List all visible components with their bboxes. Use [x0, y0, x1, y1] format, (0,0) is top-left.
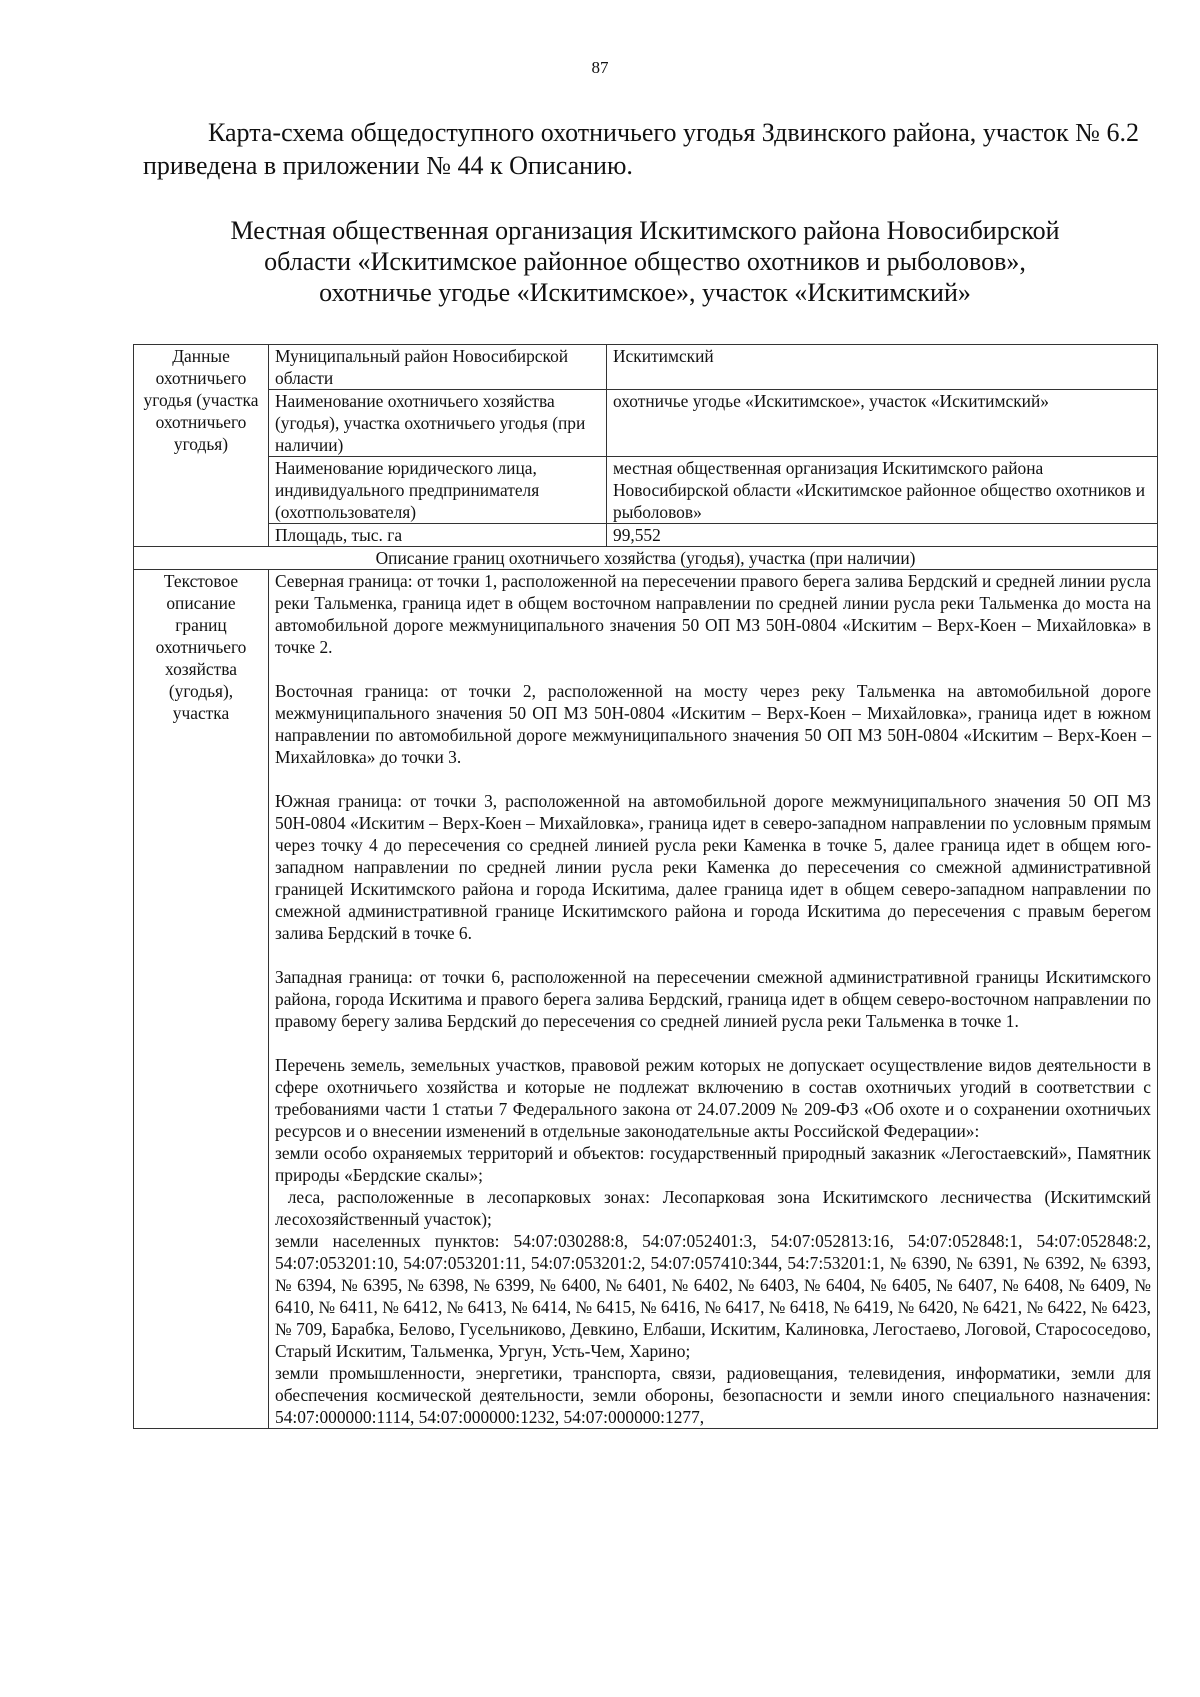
field-value: охотничье угодье «Искитимское», участок «Искитимский»: [607, 390, 1158, 457]
intro-paragraph: Карта-схема общедоступного охотничьего угодья Здвинского района, участок № 6.2 приведена в приложении № 44 к Описанию.: [143, 118, 1139, 180]
protected-lands-text: земли особо охраняемых территорий и объектов: государственный природный заказник «Легостаевский», Памятник природы «Бердские скалы»;: [275, 1143, 1151, 1185]
east-boundary-text: Восточная граница: от точки 2, расположенной на мосту через реку Тальменка на автомобильной дороге межмуниципального значения 50 ОП МЗ 50Н-0804 «Искитим – Верх-Коен – Михайловка», граница идет в южном направлении по автомобильной дороге межмуниципального значения 50 ОП МЗ 50Н-0804 «Искитим – Верх-Коен – Михайловка» до точки 3.: [275, 681, 1151, 767]
table-row: [134, 457, 1158, 524]
table-row: [134, 570, 1158, 1429]
table-row: [134, 345, 1158, 390]
field-value: местная общественная организация Искитимского района Новосибирской области «Искитимское районное общество охотников и рыболовов»: [607, 457, 1158, 524]
field-label: Наименование охотничьего хозяйства (угодья), участка охотничьего угодья (при наличии): [269, 390, 607, 457]
forest-park-text: леса, расположенные в лесопарковых зонах: Лесопарковая зона Искитимского лесничества (Искитимский лесохозяйственный участок);: [275, 1187, 1156, 1229]
west-boundary-text: Западная граница: от точки 6, расположенной на пересечении смежной административной границы Искитимского района, города Искитима и правого берега залива Бердский, граница идет в общем северо-восточном направлении по правому берегу залива Бердский до пересечения со средней линией русла реки Тальменка в точке 1.: [275, 967, 1151, 1031]
field-label: Наименование юридического лица, индивидуального предпринимателя (охотпользователя): [269, 457, 607, 524]
section-label-data: Данные охотничьего угодья (участка охотничьего угодья): [134, 345, 269, 547]
table-row: [134, 524, 1158, 547]
section-label-description: Текстовое описание границ охотничьего хозяйства (угодья), участка: [134, 570, 269, 1429]
boundary-description: [269, 570, 1158, 1429]
heading-line-2: области «Искитимское районное общество охотников и рыболовов»,: [264, 247, 1026, 276]
field-label: Муниципальный район Новосибирской области: [269, 345, 607, 390]
north-boundary-text: Северная граница: от точки 1, расположенной на пересечении правого берега залива Бердский и средней линии русла реки Тальменка, граница идет в общем восточном направлении по средней линии русла реки Тальменка до моста на автомобильной дороге межмуниципального значения 50 ОП МЗ 50Н-0804 «Искитим – Верх-Коен – Михайловка» в точке 2.: [275, 571, 1151, 657]
south-boundary-text: Южная граница: от точки 3, расположенной на автомобильной дороге межмуниципального значения 50 ОП МЗ 50Н-0804 «Искитим – Верх-Коен – Михайловка», граница идет в северо-западном направлении по условным прямым через точку 4 до пересечения со средней линией русла реки Каменка в точке 5, далее граница идет в общем юго-западном направлении по средней линии русла реки Каменка до пересечения со смежной административной границей Искитимского района и города Искитима, далее граница идет в общем северо-западном направлении по смежной административной границе Искитимского района и города Искитима до пересечения с правым берегом залива Бердский в точке 6.: [275, 791, 1151, 943]
hunting-ground-table: [133, 344, 1158, 1429]
heading-line-3: охотничье угодье «Искитимское», участок «Искитимский»: [319, 278, 971, 307]
industrial-lands-text: земли промышленности, энергетики, транспорта, связи, радиовещания, телевидения, информатики, земли для обеспечения космической деятельности, земли обороны, безопасности и земли иного специального назначения: 54:07:000000:1114, 54:07:000000:1232, 54:07:000000:1277,: [275, 1363, 1151, 1427]
boundaries-caption: Описание границ охотничьего хозяйства (угодья), участка (при наличии): [134, 547, 1158, 570]
table-row: [134, 547, 1158, 570]
field-label: Площадь, тыс. га: [269, 524, 607, 547]
excluded-lands-intro: Перечень земель, земельных участков, правовой режим которых не допускает осуществление видов деятельности в сфере охотничьего хозяйства и которые не подлежат включению в состав охотничьих угодий в соответствии с требованиями части 1 статьи 7 Федерального закона от 24.07.2009 № 209-ФЗ «Об охоте и о сохранении охотничьих ресурсов и о внесении изменений в отдельные законодательные акты Российской Федерации»:: [275, 1055, 1151, 1141]
table-row: [134, 390, 1158, 457]
page-number: 87: [591, 58, 609, 77]
section-heading: [150, 215, 1140, 308]
field-value: 99,552: [607, 524, 1158, 547]
heading-line-1: Местная общественная организация Искитимского района Новосибирской: [230, 216, 1060, 245]
field-value: Искитимский: [607, 345, 1158, 390]
settlement-lands-text: земли населенных пунктов: 54:07:030288:8, 54:07:052401:3, 54:07:052813:16, 54:07:052848:1, 54:07:052848:2, 54:07:053201:10, 54:07:053201:11, 54:07:053201:2, 54:07:057410:344, 54:7:53201:1, № 6390, № 6391, № 6392, № 6393, № 6394, № 6395, № 6398, № 6399, № 6400, № 6401, № 6402, № 6403, № 6404, № 6405, № 6407, № 6408, № 6409, № 6410, № 6411, № 6412, № 6413, № 6414, № 6415, № 6416, № 6417, № 6418, № 6419, № 6420, № 6421, № 6422, № 6423, № 709, Барабка, Белово, Гусельниково, Девкино, Елбаши, Искитим, Калиновка, Легостаево, Логовой, Старососедово, Старый Искитим, Тальменка, Ургун, Усть-Чем, Харино;: [275, 1231, 1151, 1361]
